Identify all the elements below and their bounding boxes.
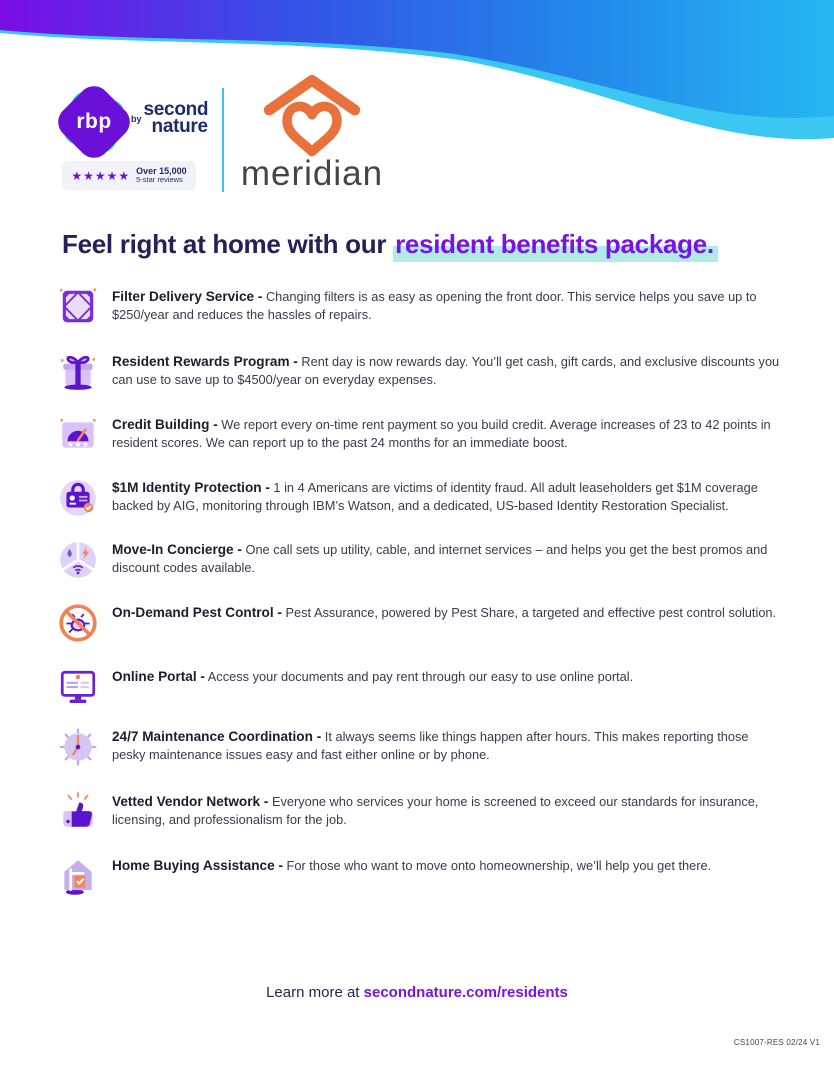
footer-note	[0, 984, 834, 1001]
benefit-title: Home Buying Assistance -	[112, 858, 283, 873]
benefit-item	[57, 414, 781, 456]
concierge-icon	[57, 539, 99, 581]
benefit-text	[112, 416, 781, 451]
benefit-item	[57, 791, 781, 833]
gift-icon	[57, 351, 99, 393]
benefit-item	[57, 477, 781, 519]
benefit-title: Move-In Concierge -	[112, 542, 242, 557]
benefit-description: Changing filters is as easy as opening the front door. This service helps you save up to $250/year and reduces the hassles of repairs.	[112, 289, 757, 322]
benefit-item	[57, 351, 781, 393]
thumbs-up-icon	[57, 791, 99, 833]
id-protection-icon	[57, 477, 99, 519]
document-code: CS1007-RES 02/24 V1	[733, 1038, 820, 1047]
benefit-item	[57, 286, 781, 328]
by-label: by	[131, 114, 142, 125]
benefit-description: Pest Assurance, powered by Pest Share, a targeted and effective pest control solution.	[285, 605, 777, 620]
benefit-description: Everyone who services your home is screened to exceed our standards for insurance, licensing, and professionalism for the job.	[112, 794, 759, 827]
benefit-title: 24/7 Maintenance Coordination -	[112, 729, 322, 744]
benefit-description: For those who want to move onto homeownership, we’ll help you get there.	[286, 858, 712, 873]
footer-link[interactable]: secondnature.com/residents	[363, 984, 568, 1001]
headline-highlight: resident benefits package.	[393, 229, 718, 262]
benefit-item	[57, 855, 781, 897]
benefit-text	[112, 353, 781, 388]
filter-icon	[57, 286, 99, 328]
benefit-text	[112, 479, 781, 514]
house-sold-icon	[57, 855, 99, 897]
benefit-item	[57, 666, 781, 708]
headline-prefix: Feel right at home with our	[62, 229, 394, 259]
benefit-title: Resident Rewards Program -	[112, 354, 298, 369]
benefit-item	[57, 539, 781, 581]
benefit-title: Filter Delivery Service -	[112, 289, 263, 304]
benefit-title: Online Portal -	[112, 669, 205, 684]
clock-icon	[57, 726, 99, 768]
benefit-text	[112, 728, 781, 763]
benefit-description: Access your documents and pay rent through our easy to use online portal.	[207, 669, 634, 684]
benefit-description: It always seems like things happen after hours. This makes reporting those pesky maintenance issues easy and fast either online or by phone.	[112, 729, 749, 762]
no-pest-icon	[57, 602, 99, 644]
reviews-caption: 5-star reviews	[136, 175, 183, 185]
benefit-description: One call sets up utility, cable, and internet services – and helps you get the best promos and discount codes available.	[112, 542, 768, 575]
credit-gauge-icon	[57, 414, 99, 456]
benefit-text	[112, 604, 776, 622]
five-stars-icon: ★★★★★	[71, 168, 131, 183]
brand-line-1: second	[143, 99, 209, 120]
benefit-title: On-Demand Pest Control -	[112, 605, 282, 620]
footer-prefix: Learn more at	[266, 984, 364, 1001]
benefit-item	[57, 726, 781, 768]
benefit-item	[57, 602, 781, 644]
benefit-title: Vetted Vendor Network -	[112, 794, 269, 809]
benefit-text	[112, 541, 781, 576]
reviews-count: Over 15,000	[136, 166, 187, 177]
benefit-text	[112, 288, 781, 323]
benefit-text	[112, 857, 711, 875]
benefit-description: We report every on-time rent payment so you build credit. Average increases of 23 to 42 points in resident scores. We can report up to the past 24 months for an immediate boost.	[112, 417, 771, 450]
monitor-icon	[57, 666, 99, 708]
benefit-title: $1M Identity Protection -	[112, 480, 270, 495]
meridian-wordmark: meridian	[240, 154, 384, 193]
benefit-text	[112, 793, 781, 828]
benefit-text	[112, 668, 633, 686]
benefit-description: Rent day is now rewards day. You’ll get cash, gift cards, and exclusive discounts you can use to save up to $4500/year on everyday expenses.	[112, 354, 780, 387]
brand-line-2: nature	[151, 116, 208, 138]
benefit-title: Credit Building -	[112, 417, 218, 432]
rbp-logo-text: rbp	[76, 110, 112, 133]
benefit-description: 1 in 4 Americans are victims of identity fraud. All adult leaseholders get $1M coverage backed by AIG, monitoring through IBM’s Watson, and a dedicated, US-based Identity Restoration Specialist.	[112, 480, 758, 513]
svg-text:★★★: ★★★	[66, 439, 90, 450]
